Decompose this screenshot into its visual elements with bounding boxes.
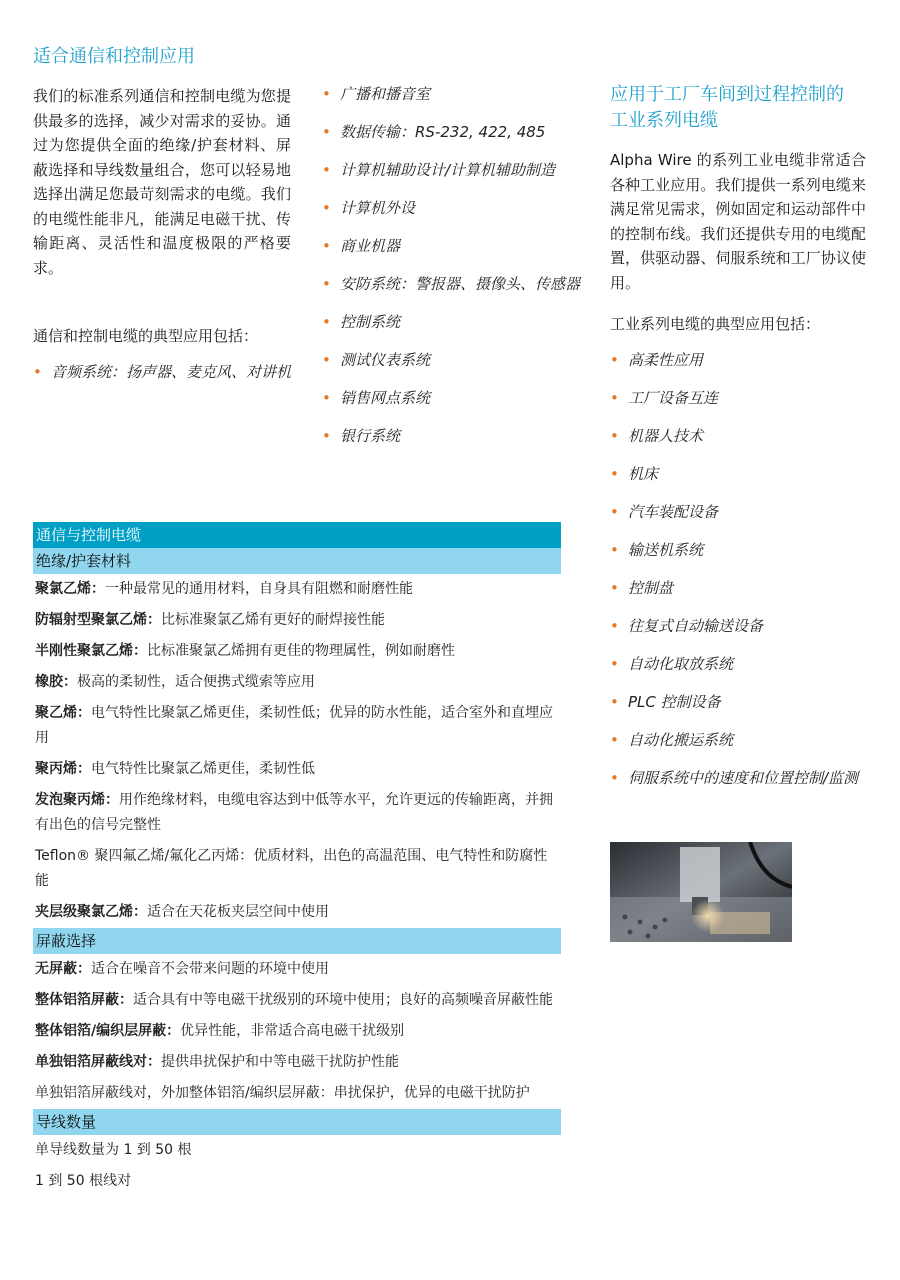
left-heading: 适合通信和控制应用 bbox=[33, 46, 195, 67]
list-item: • 银行系统 bbox=[322, 424, 584, 448]
list-item: • 测试仪表系统 bbox=[322, 348, 584, 372]
list-item: • 汽车装配设备 bbox=[610, 500, 872, 524]
table-row: 发泡聚丙烯：用作绝缘材料，电缆电容达到中低等水平，允许更远的传输距离，并拥有出色的信号完整性 bbox=[35, 792, 553, 833]
list-item: • 广播和播音室 bbox=[322, 82, 584, 106]
bullet-icon: • bbox=[610, 731, 619, 749]
section-header-insulation: 绝缘/护套材料 bbox=[33, 548, 561, 574]
bullet-icon: • bbox=[322, 275, 331, 293]
laser-machine-photo bbox=[610, 842, 792, 942]
table-title: 通信与控制电缆 bbox=[33, 522, 561, 548]
table-row: 整体铝箔屏蔽：适合具有中等电磁干扰级别的环境中使用；良好的高频噪音屏蔽性能 bbox=[35, 992, 553, 1008]
list-item: • 自动化取放系统 bbox=[610, 652, 872, 676]
list-item: • 销售网点系统 bbox=[322, 386, 584, 410]
table-row: 单导线数量为 1 到 50 根 bbox=[35, 1142, 192, 1158]
table-row: Teflon® 聚四氟乙烯/氟化乙丙烯：优质材料，出色的高温范围、电气特性和防腐性能 bbox=[35, 848, 548, 889]
list-item: • 安防系统：警报器、摄像头、传感器 bbox=[322, 272, 584, 296]
right-heading: 应用于工厂车间到过程控制的工业系列电缆 bbox=[610, 84, 844, 131]
table-row: 单独铝箔屏蔽线对，外加整体铝箔/编织层屏蔽：串扰保护，优异的电磁干扰防护 bbox=[35, 1085, 530, 1101]
list-item: • 伺服系统中的速度和位置控制/监测 bbox=[610, 766, 872, 790]
table-row: 单独铝箔屏蔽线对：提供串扰保护和中等电磁干扰防护性能 bbox=[35, 1054, 399, 1070]
bullet-icon: • bbox=[322, 313, 331, 331]
list-item: • 计算机辅助设计/计算机辅助制造 bbox=[322, 158, 584, 182]
bullet-icon: • bbox=[322, 123, 331, 141]
right-apps-heading: 工业系列电缆的典型应用包括： bbox=[610, 315, 821, 333]
bullet-icon: • bbox=[610, 389, 619, 407]
bullet-icon: • bbox=[610, 693, 619, 711]
table-row: 整体铝箔/编织层屏蔽：优异性能，非常适合高电磁干扰级别 bbox=[35, 1023, 405, 1039]
bullet-icon: • bbox=[322, 161, 331, 179]
bullet-icon: • bbox=[610, 465, 619, 483]
bullet-icon: • bbox=[322, 237, 331, 255]
list-item: • 往复式自动输送设备 bbox=[610, 614, 872, 638]
table-row: 橡胶：极高的柔韧性，适合便携式缆索等应用 bbox=[35, 674, 315, 690]
left-apps-list-col1 bbox=[33, 360, 295, 384]
left-intro-paragraph: 我们的标准系列通信和控制电缆为您提供最多的选择，减少对需求的妥协。通过为您提供全面的绝缘/护套材料、屏蔽选择和导线数量组合，您可以轻易地选择出满足您最苛刻需求的电缆。我们的电缆性能非凡，能满足电磁干扰、传输距离、灵活性和温度极限的严格要求。 bbox=[33, 87, 291, 277]
list-item: • 控制系统 bbox=[322, 310, 584, 334]
table-row: 防辐射型聚氯乙烯：比标准聚氯乙烯有更好的耐焊接性能 bbox=[35, 612, 385, 628]
left-apps-list-col2 bbox=[322, 82, 584, 448]
list-item: • 商业机器 bbox=[322, 234, 584, 258]
table-row: 无屏蔽：适合在噪音不会带来问题的环境中使用 bbox=[35, 961, 329, 977]
bullet-icon: • bbox=[610, 541, 619, 559]
bullet-icon: • bbox=[610, 503, 619, 521]
list-item: • 工厂设备互连 bbox=[610, 386, 872, 410]
bullet-icon: • bbox=[322, 351, 331, 369]
list-item: • 控制盘 bbox=[610, 576, 872, 600]
right-apps-list bbox=[610, 348, 872, 790]
section-header-shielding: 屏蔽选择 bbox=[33, 928, 561, 954]
table-row: 夹层级聚氯乙烯：适合在天花板夹层空间中使用 bbox=[35, 904, 329, 920]
table-row: 聚氯乙烯：一种最常见的通用材料，自身具有阻燃和耐磨性能 bbox=[35, 581, 413, 597]
bullet-icon: • bbox=[322, 427, 331, 445]
right-intro-paragraph: Alpha Wire 的系列工业电缆非常适合各种工业应用。我们提供一系列电缆来满足常见需求，例如固定和运动部件中的控制布线。我们还提供专用的电缆配置，供驱动器、伺服系统和工厂协议使用。 bbox=[610, 151, 866, 292]
bullet-icon: • bbox=[610, 579, 619, 597]
table-row: 半刚性聚氯乙烯：比标准聚氯乙烯拥有更佳的物理属性，例如耐磨性 bbox=[35, 643, 455, 659]
bullet-icon: • bbox=[610, 351, 619, 369]
list-item: • PLC 控制设备 bbox=[610, 690, 872, 714]
list-item: • 输送机系统 bbox=[610, 538, 872, 562]
bullet-icon: • bbox=[33, 363, 42, 381]
list-item: • 数据传输：RS-232, 422, 485 bbox=[322, 120, 584, 144]
list-item: • 高柔性应用 bbox=[610, 348, 872, 372]
table-row: 1 到 50 根线对 bbox=[35, 1173, 132, 1189]
list-item: • 自动化搬运系统 bbox=[610, 728, 872, 752]
list-item: • 机器人技术 bbox=[610, 424, 872, 448]
left-apps-heading: 通信和控制电缆的典型应用包括： bbox=[33, 327, 259, 345]
table-row: 聚乙烯：电气特性比聚氯乙烯更佳，柔韧性低；优异的防水性能，适合室外和直埋应用 bbox=[35, 705, 553, 746]
list-item: • 音频系统：扬声器、麦克风、对讲机 bbox=[33, 360, 295, 384]
section-header-conductors: 导线数量 bbox=[33, 1109, 561, 1135]
bullet-icon: • bbox=[610, 427, 619, 445]
bullet-icon: • bbox=[322, 199, 331, 217]
table-row: 聚丙烯：电气特性比聚氯乙烯更佳，柔韧性低 bbox=[35, 761, 315, 777]
bullet-icon: • bbox=[610, 769, 619, 787]
list-item: • 计算机外设 bbox=[322, 196, 584, 220]
spec-table bbox=[33, 522, 561, 1197]
list-item: • 机床 bbox=[610, 462, 872, 486]
bullet-icon: • bbox=[610, 655, 619, 673]
bullet-icon: • bbox=[322, 85, 331, 103]
bullet-icon: • bbox=[610, 617, 619, 635]
bullet-icon: • bbox=[322, 389, 331, 407]
